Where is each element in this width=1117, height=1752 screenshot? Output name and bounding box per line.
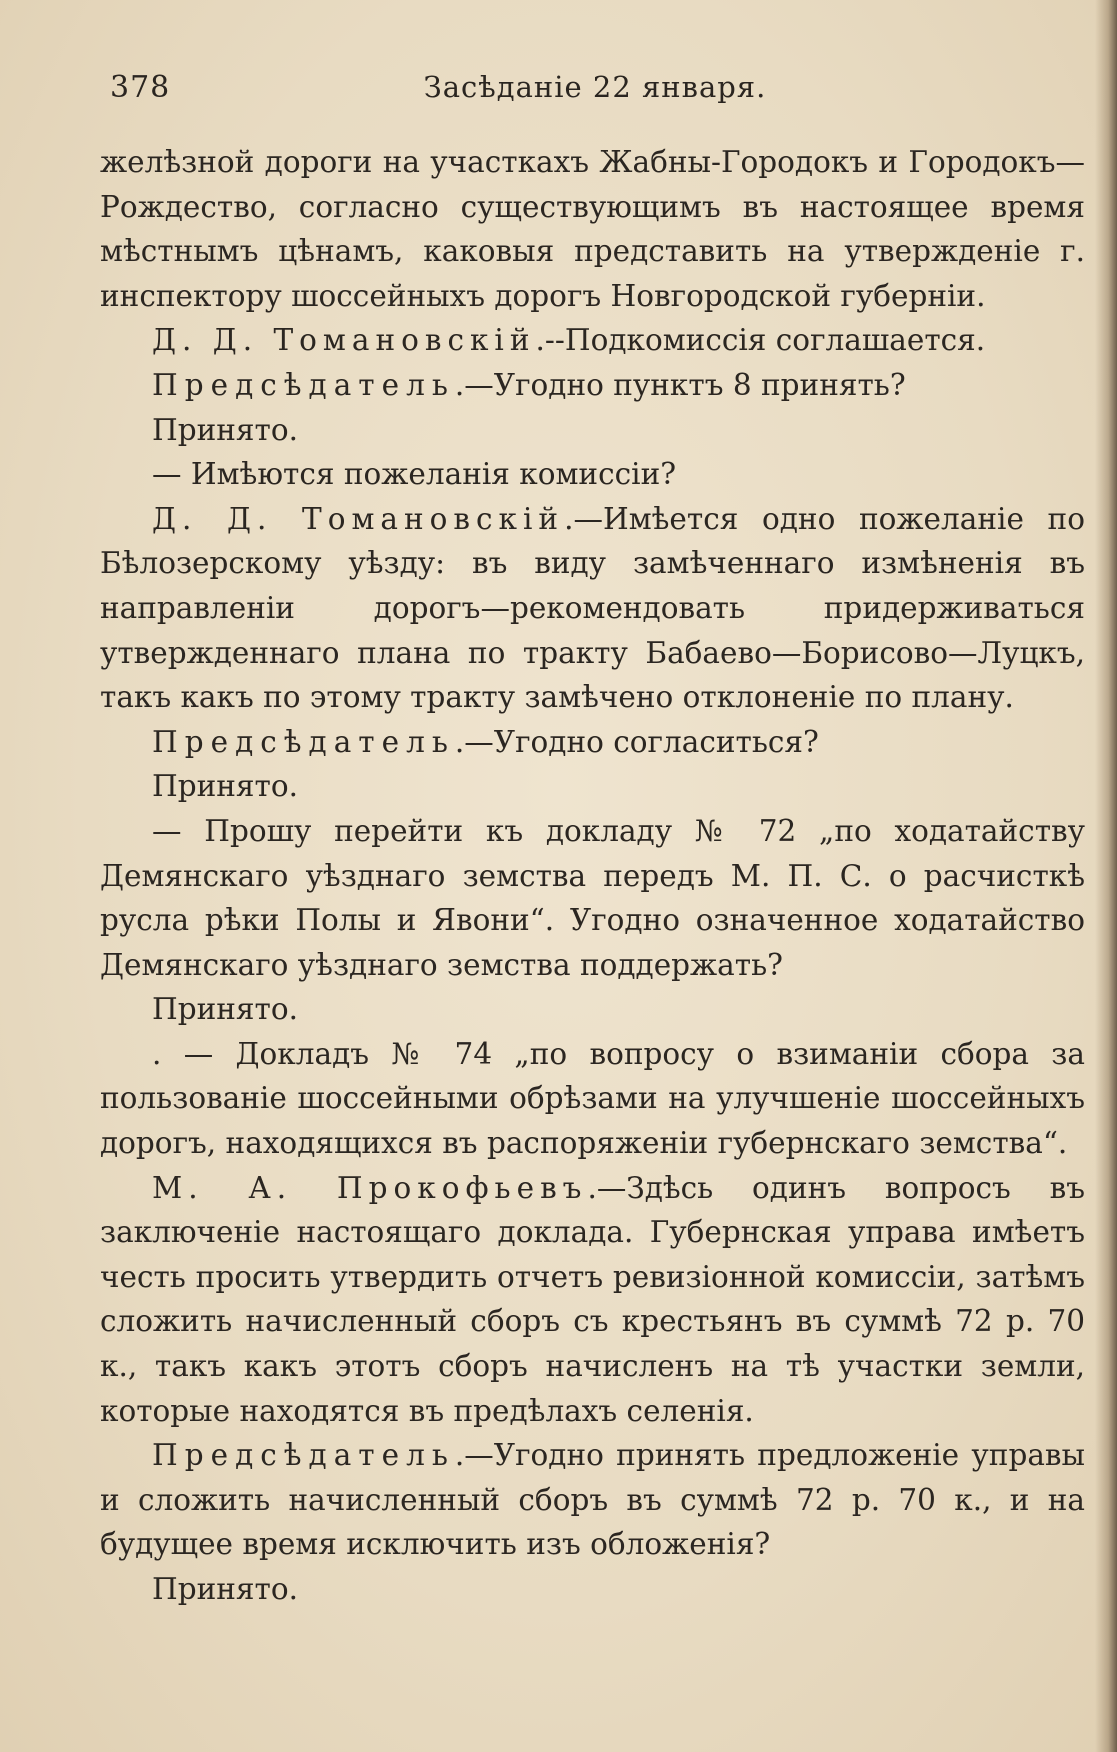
paragraph xyxy=(100,408,1085,453)
paragraph-text: Принято. xyxy=(152,992,299,1027)
page-edge-shadow xyxy=(1095,0,1117,1752)
paragraph-text: .--Подкомиссія соглашается. xyxy=(535,323,986,358)
main-text xyxy=(100,140,1085,1612)
paragraph-text: — Имѣются пожеланія комиссіи? xyxy=(152,457,677,492)
paragraph xyxy=(100,809,1085,987)
paragraph xyxy=(100,1166,1085,1434)
paragraph xyxy=(100,1433,1085,1567)
paragraph-text: .—Угодно пунктъ 8 принять? xyxy=(454,367,906,402)
paragraph-text: . — Докладъ № 74 „по вопросу о взиманіи сбора за пользованіе шоссейными обрѣзами на улучшеніе шоссейныхъ дорогъ, находящихся въ распоряженіи губернскаго земства“. xyxy=(100,1036,1085,1161)
paragraph xyxy=(100,1567,1085,1612)
paragraph xyxy=(100,318,1085,363)
paragraph xyxy=(100,1032,1085,1166)
paragraph-text: — Прошу перейти къ докладу № 72 „по ходатайству Демянскаго уѣзднаго земства передъ М. П. С. о расчисткѣ русла рѣки Полы и Явони“. Угодно означенное ходатайство Демянскаго уѣзднаго земства поддержать? xyxy=(100,813,1085,982)
page-header xyxy=(100,70,1090,114)
speaker-name: Предсѣдатель xyxy=(152,1438,455,1473)
paragraph xyxy=(100,764,1085,809)
paragraph xyxy=(100,363,1085,408)
paragraph xyxy=(100,720,1085,765)
paragraph xyxy=(100,987,1085,1032)
speaker-name: М. А. Прокофьевъ xyxy=(152,1170,588,1205)
paragraph-text: Принято. xyxy=(152,769,299,804)
paragraph xyxy=(100,497,1085,720)
paragraph-text: желѣзной дороги на участкахъ Жабны-Городокъ и Городокъ—Рождество, согласно существующимъ въ настоящее время мѣстнымъ цѣнамъ, каковыя представить на утвержденіе г. инспектору шоссейныхъ дорогъ Новгородской губерніи. xyxy=(100,145,1085,313)
running-title: Засѣданіе 22 января. xyxy=(423,70,767,104)
paragraph xyxy=(100,452,1085,497)
paragraph xyxy=(100,140,1085,318)
paragraph-text: .—Угодно принять предложеніе управы и сложить начисленный сборъ въ суммѣ 72 р. 70 к., и на будущее время исключить изъ обложенія? xyxy=(100,1438,1085,1562)
speaker-name: Д. Д. Томановскій xyxy=(152,323,536,358)
paragraph-text: .—Имѣется одно пожеланіе по Бѣлозерскому уѣзду: въ виду замѣченнаго измѣненія въ направленіи дорогъ—рекомендовать придерживаться утвержденнаго плана по тракту Бабаево—Борисово—Луцкъ, такъ какъ по этому тракту замѣчено отклоненіе по плану. xyxy=(100,501,1085,715)
paragraph-text: .—Здѣсь одинъ вопросъ въ заключеніе настоящаго доклада. Губернская управа имѣетъ честь просить утвердить отчетъ ревизіонной комиссіи, затѣмъ сложить начисленный сборъ съ крестьянъ въ суммѣ 72 р. 70 к., такъ какъ этотъ сборъ начисленъ на тѣ участки земли, которые находятся въ предѣлахъ селенія. xyxy=(100,1170,1085,1428)
speaker-name: Д. Д. Томановскій xyxy=(152,501,565,536)
paragraph-text: Принято. xyxy=(152,1572,299,1606)
speaker-name: Предсѣдатель xyxy=(152,724,455,759)
paragraph-text: Принято. xyxy=(152,412,299,447)
page-number: 378 xyxy=(110,70,171,105)
speaker-name: Предсѣдатель xyxy=(152,367,455,402)
paragraph-text: .—Угодно согласиться? xyxy=(454,724,819,759)
